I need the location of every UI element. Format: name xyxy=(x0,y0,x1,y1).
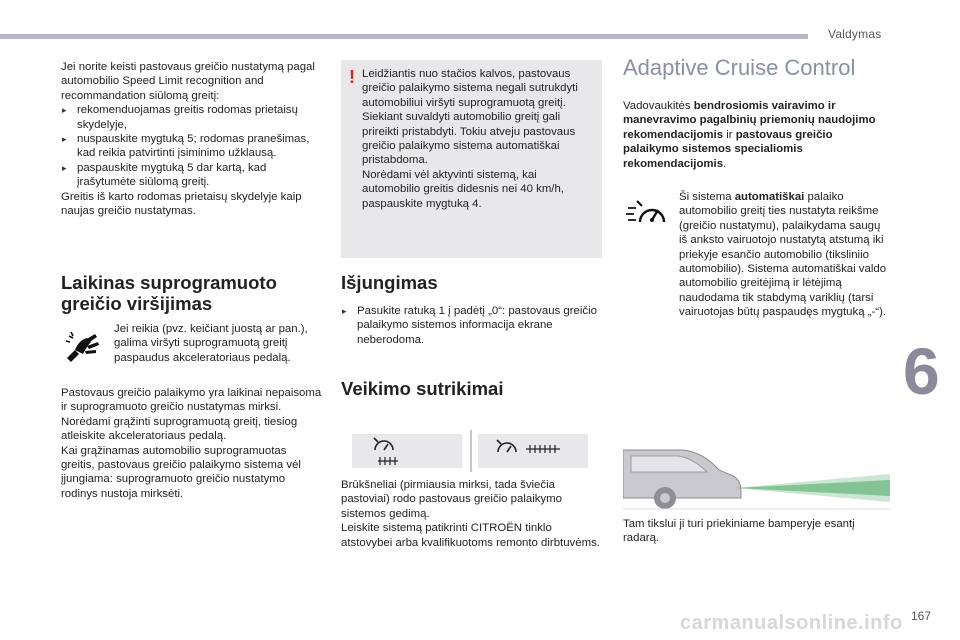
section-name: Valdymas xyxy=(828,27,882,41)
cruise-control-fault-icon xyxy=(352,434,462,468)
car-radar-illustration xyxy=(623,436,890,511)
recommendation-text: Vadovaukitės bendrosiomis vairavimo ir manevravimo pagalbinių priemonių naudojimo rekomendacijomis ir pastovaus greičio palaikymo sistemos specialiomis rekomendacijomis. xyxy=(623,100,876,170)
speed-limit-outro: Greitis iš karto rodomas prietaisų skydelyje kaip naujas greičio nustatymas. xyxy=(61,190,302,218)
temporary-override-heading: Laikinas suprogramuoto greičio viršijimas xyxy=(61,272,277,314)
page-number: 167 xyxy=(911,609,932,623)
page-title: Adaptive Cruise Control xyxy=(623,55,856,80)
warning-icon: ! xyxy=(349,67,355,87)
list-item: ▸ paspauskite mygtuką 5 dar kartą, kad įrašytumėte siūlomą greitį. xyxy=(61,161,323,190)
speed-limit-steps xyxy=(61,103,323,189)
deactivation-heading: Išjungimas xyxy=(341,272,438,293)
acc-description: Ši sistema automatiškai palaiko automobilio greitį ties nustatyta reikšme (greičio nustatymu), palaikydama saugų iš anksto vairuotojo nustatytą atstumą iki priekyje esančio automobilio (tiksliniio automobilio). Sistema automatiškai valdo automobilio greitėjimą ir lėtėjimą naudodama tik stabdymą variklių (tarsi vairuotojas būtų paspaudęs mygtuką „-“). xyxy=(679,191,887,319)
override-description: Jei reikia (pvz. keičiant juostą ar pan.), galima viršyti suprogramuotą greitį paspaudus akceleratoriaus pedalą. xyxy=(114,323,308,364)
chapter-number: 6 xyxy=(903,334,940,408)
override-details: Pastovaus greičio palaikymo yra laikinai nepaisoma ir suprogramuoto greičio nustatymas mirksi. Norėdami grąžinti suprogramuotą greitį, tiesiog atleiskite akceleratoriaus pedalą. Kai grąžinamas automobilio suprogramuotas greitis, pastovaus greičio palaikymo sistema vėl įjungiama: suprogramuoto greičio nustatymo rodinys nustoja mirksėti. xyxy=(61,387,322,500)
adaptive-cruise-speedometer-icon xyxy=(624,196,668,232)
fault-display-panel xyxy=(352,434,462,468)
fault-display-panel xyxy=(478,434,588,468)
list-item: ▸ nuspauskite mygtuką 5; rodomas pranešimas, kad reikia patvirtinti įsiminimo užklausą. xyxy=(61,132,323,161)
list-item: ▸ Pasukite ratuką 1 į padėtį „0“: pastovaus greičio palaikymo sistemos informacija ekrane neberodoma. xyxy=(341,304,603,347)
malfunction-description: Brūkšneliai (pirmiausia mirksi, tada šviečia pastoviai) rodo pastovaus greičio palaikymo sistemos gedimą. Leiskite sistemą patikrinti CITROËN tinklo atstovybei arba kvalifikuotoms remonto dirbtuvėms. xyxy=(341,479,600,549)
speed-limit-intro: Jei norite keisti pastovaus greičio nustatymą pagal automobilio Speed Limit recognition and recommandation siūlomą greitį: xyxy=(61,61,315,102)
radar-caption: Tam tikslui ji turi priekiniame bamperyje esantį radarą. xyxy=(623,518,855,545)
warning-text: Leidžiantis nuo stačios kalvos, pastovaus greičio palaikymo sistema negali sutrukdyti automobiliui viršyti suprogramuotą greitį. Siekiant suvaldyti automobilio greitį gali prireikti pristabdyti. Tokiu atveju pastovaus greičio palaikymo sistema automatiškai pristabdoma. Norėdami vėl aktyvinti sistemą, kai automobilio greitis didesnis nei 40 km/h, paspauskite mygtuką 4. xyxy=(362,68,578,210)
malfunction-heading: Veikimo sutrikimai xyxy=(341,378,504,399)
cruise-control-fault-icon xyxy=(478,434,588,468)
watermark: carmanualsonline.info xyxy=(680,612,903,634)
hand-on-pedal-icon xyxy=(61,328,101,368)
speed-limit-instructions xyxy=(61,60,323,218)
list-item: ▸ rekomenduojamas greitis rodomas prietaisų skydelyje, xyxy=(61,103,323,132)
divider xyxy=(470,430,472,472)
deactivation-steps xyxy=(341,304,603,347)
header-rule xyxy=(0,34,808,39)
